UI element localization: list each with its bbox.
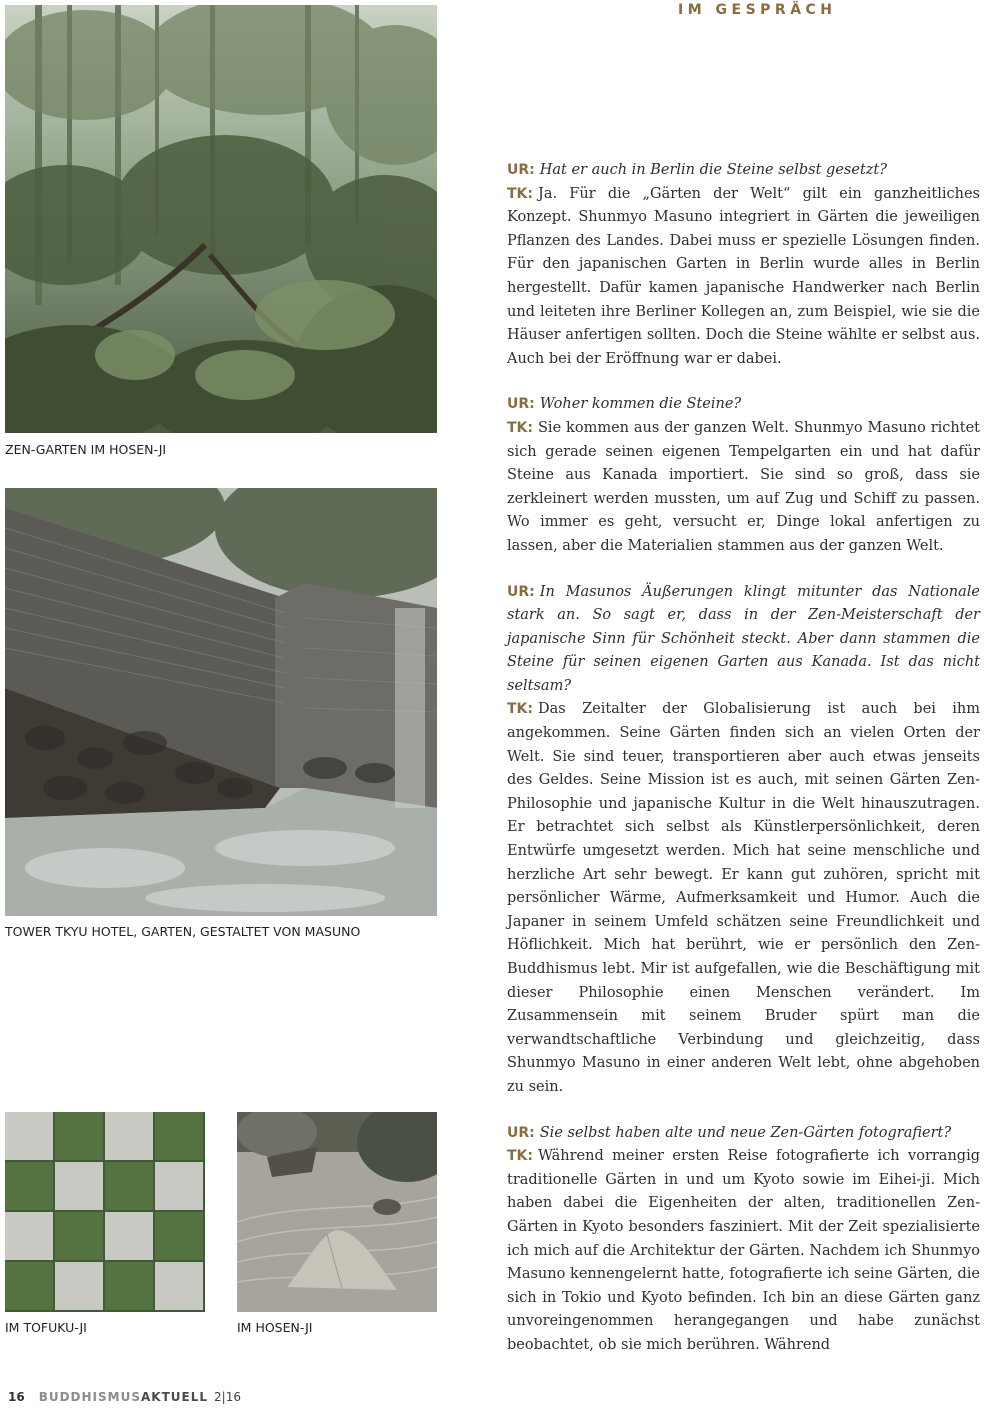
speaker-label: UR: <box>507 396 535 413</box>
page-number: 16 <box>8 1390 25 1404</box>
answer <box>507 698 980 1099</box>
speaker-label: UR: <box>507 583 535 600</box>
caption-hosen: IM HOSEN-JI <box>237 1320 313 1335</box>
caption-zen-garden: ZEN-GARTEN IM HOSEN-JI <box>5 442 167 457</box>
interview-block <box>507 1122 980 1358</box>
answer-text: Ja. Für die „Gärten der Welt“ gilt ein ganzheitliches Konzept. Shunmyo Masuno integriert in Gärten die jeweiligen Pflanzen des Landes. Dabei muss er spezielle Lösungen finden. Für den japanischen Garten in Berlin wurde alles in Berlin hergestellt. Dafür kamen japanische Handwerker nach Berlin und leiteten ihre Berliner Kollegen an, zum Beispiel, wie sie die Häuser anfertigen sollten. Doch die Steine wählte er selbst aus. Auch bei der Eröffnung war er dabei. <box>507 185 980 367</box>
caption-tofuku: IM TOFUKU-JI <box>5 1320 87 1335</box>
caption-tower-hotel: TOWER TKYU HOTEL, GARTEN, GESTALTET VON MASUNO <box>5 924 361 939</box>
zen-garden-photo <box>5 5 437 433</box>
speaker-label: TK: <box>507 185 533 202</box>
magazine-name-suffix: AKTUELL <box>141 1390 209 1404</box>
speaker-label: TK: <box>507 419 533 436</box>
answer-text: Das Zeitalter der Globalisierung ist auch bei ihm angekommen. Seine Gärten finden sich an vielen Orten der Welt. Sie sind teuer, transportieren aber auch etwas jenseits des Geldes. Seine Mission ist es auch, mit seinen Gärten Zen-Philosophie und japanische Kultur in die Welt hinauszutragen. Er betrachtet sich selbst als Künstlerpersönlichkeit, deren Entwürfe umgesetzt werden. Mich hat seine menschliche und herzliche Art sehr bewegt. Er kann gut zuhören, spricht mit persönlicher Wärme, Aufmerksamkeit und Humor. Auch die Japaner in seinem Umfeld schätzen seine Freundlichkeit und Höflichkeit. Mich hat berührt, wie er persönlich den Zen-Buddhismus lebt. Mir ist aufgefallen, wie die Beschäftigung mit dieser Philosophie einen Menschen verändert. Im Zusammensein mit seinem Bruder spürt man die verwandtschaftliche Verbindung und gleichzeitig, dass Shunmyo Masuno in einer anderen Welt lebt, ohne abgehoben zu sein. <box>507 701 980 1095</box>
speaker-label: UR: <box>507 162 535 178</box>
question <box>507 393 980 417</box>
tower-hotel-garden-photo <box>5 488 437 916</box>
speaker-label: UR: <box>507 1124 535 1141</box>
question-text: In Masunos Äußerungen klingt mitunter das Nationale stark an. So sagt er, dass in der Zen-Meisterschaft der japanische Sinn für Schönheit steckt. Aber dann stammen die Steine für seinen eigenen Garten aus Kanada. Ist das nicht seltsam? <box>507 583 980 694</box>
interview-column <box>507 159 980 1380</box>
hosen-ji-photo <box>237 1112 437 1312</box>
page-footer <box>8 1390 241 1404</box>
interview-block <box>507 159 980 371</box>
answer-text: Während meiner ersten Reise fotografierte ich vorrangig traditionelle Gärten in und um Kyoto sowie im Eihei-ji. Mich haben dabei die Eigenheiten der alten, traditionellen Zen-Gärten in Kyoto besonders fasziniert. Mit der Zeit spezialisierte ich mich auf die Architektur der Gärten. Nachdem ich Shunmyo Masuno kennengelernt hatte, fotografierte ich seine Gärten, die sich in Tokio und Kyoto befinden. Ich bin an diese Gärten ganz unvoreingenommen herangegangen und habe zunächst beobachtet, ob sie mich berühren. Während <box>507 1148 980 1353</box>
question-text: Hat er auch in Berlin die Steine selbst gesetzt? <box>539 162 888 178</box>
interview-block <box>507 581 980 1100</box>
speaker-label: TK: <box>507 701 533 718</box>
answer <box>507 417 980 559</box>
magazine-name: BUDDHISMUS <box>38 1390 141 1404</box>
issue-number: 2|16 <box>214 1390 241 1404</box>
question <box>507 159 980 183</box>
question-text: Woher kommen die Steine? <box>539 396 742 413</box>
answer <box>507 183 980 372</box>
tofuku-ji-photo <box>5 1112 205 1312</box>
question <box>507 1122 980 1146</box>
answer-text: Sie kommen aus der ganzen Welt. Shunmyo Masuno richtet sich gerade seinen eigenen Tempelgarten ein und hat dafür Steine aus Kanada importiert. Sie sind so groß, dass sie zerkleinert werden mussten, um auf Zug und Schiff zu passen. Wo immer es geht, versucht er, Dinge lokal anfertigen zu lassen, aber die Materialien stammen aus der ganzen Welt. <box>507 419 980 554</box>
question <box>507 581 980 699</box>
section-label: IM GESPRÄCH <box>678 2 837 18</box>
speaker-label: TK: <box>507 1148 533 1165</box>
interview-block <box>507 393 980 558</box>
answer <box>507 1145 980 1357</box>
question-text: Sie selbst haben alte und neue Zen-Gärten fotografiert? <box>539 1124 952 1141</box>
